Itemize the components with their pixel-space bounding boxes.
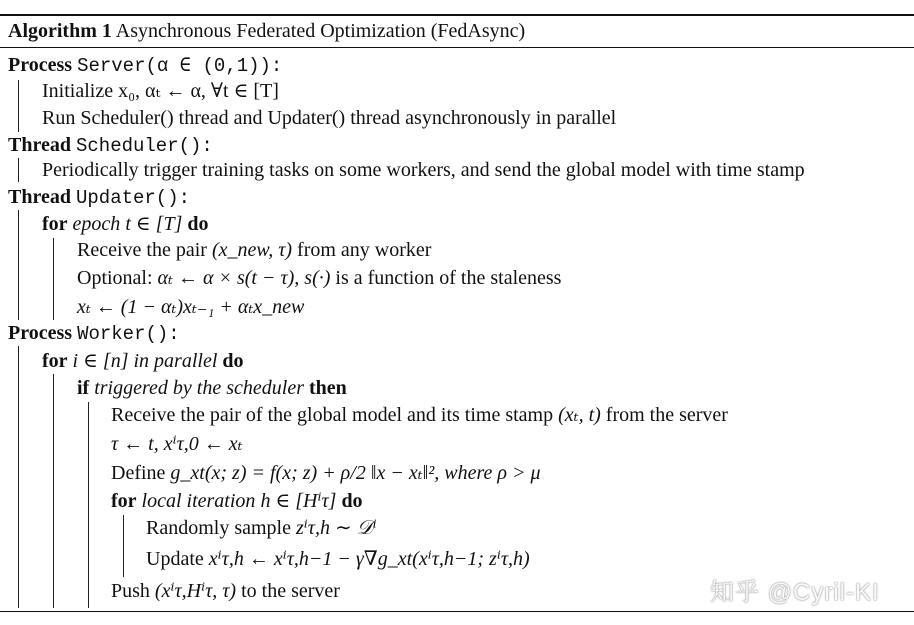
- line-define: [111, 460, 541, 486]
- optional-label: Optional:: [77, 267, 153, 289]
- push-math: (xⁱτ,Hⁱτ, τ): [154, 580, 237, 602]
- scope-bar-updater-for: [53, 238, 54, 320]
- scope-bar-worker: [18, 346, 19, 608]
- line-initialize: [42, 78, 279, 104]
- top-rule: [0, 14, 914, 16]
- line-run-threads: [42, 105, 616, 131]
- keyword-do: do: [187, 213, 209, 235]
- line-periodically: [42, 157, 805, 183]
- keyword-for: for: [111, 490, 137, 512]
- algorithm-header: [8, 18, 525, 44]
- line-randomly-sample: [146, 515, 377, 541]
- keyword-process: Process: [8, 322, 73, 344]
- sample-math: zⁱτ,h ∼ 𝒟ⁱ: [295, 517, 377, 539]
- line-push: [111, 578, 340, 604]
- update-global-math: xₜ ← (1 − αₜ)xₜ₋₁ + αₜx_new: [77, 296, 305, 318]
- watermark-text: 知乎 @Cyril-KI: [710, 579, 880, 606]
- line-if-triggered: [77, 375, 347, 401]
- keyword-then: then: [308, 377, 347, 399]
- line-update-global: [77, 294, 304, 320]
- function-worker: Worker():: [77, 323, 180, 345]
- keyword-process: Process: [8, 54, 73, 76]
- tau-assign-math: τ ← t, xⁱτ,0 ← xₜ: [111, 433, 243, 455]
- function-server: Server(α ∈ (0,1)):: [77, 55, 283, 77]
- receive-global-text: Receive the pair of the global model and its time stamp: [111, 404, 554, 426]
- update-label: Update: [146, 548, 204, 570]
- algorithm-label: Algorithm 1: [8, 20, 112, 42]
- line-for-local: [111, 488, 363, 514]
- worker-math: i ∈ [n]: [72, 350, 129, 372]
- keyword-for: for: [42, 350, 68, 372]
- scope-bar-local-for: [123, 515, 124, 577]
- line-for-epoch: [42, 211, 209, 237]
- keyword-do: do: [222, 350, 244, 372]
- define-math: g_xt(x; z) = f(x; z) + ρ/2 ‖x − xₜ‖²: [170, 462, 435, 484]
- sample-label: Randomly sample: [146, 517, 291, 539]
- function-updater: Updater():: [75, 187, 191, 209]
- scope-bar-updater: [18, 210, 19, 320]
- receive-tail: from any worker: [297, 239, 432, 261]
- line-process-server: [8, 52, 282, 79]
- run-threads-text: Run Scheduler() thread and Updater() thread asynchronously in parallel: [42, 107, 617, 129]
- scope-bar-worker-for: [53, 374, 54, 608]
- push-label: Push: [111, 580, 150, 602]
- in-parallel-text: in parallel: [133, 350, 218, 372]
- line-optional: [77, 265, 561, 291]
- line-receive-global: [111, 402, 728, 428]
- keyword-thread: Thread: [8, 186, 71, 208]
- line-thread-updater: [8, 184, 190, 211]
- periodically-text: Periodically trigger training tasks on some workers, and send the global model with time stamp: [42, 159, 805, 181]
- define-tail: , where ρ > μ: [434, 462, 541, 484]
- initialize-text: Initialize x₀, αₜ ← α, ∀t ∈ [T]: [42, 80, 279, 102]
- keyword-do: do: [341, 490, 363, 512]
- receive-global-math: (xₜ, t): [558, 404, 601, 426]
- line-receive-pair: [77, 237, 431, 263]
- algorithm-title: Asynchronous Federated Optimization (FedAsync): [115, 20, 526, 42]
- push-tail: to the server: [241, 580, 340, 602]
- receive-global-tail: from the server: [605, 404, 728, 426]
- scope-bar-scheduler: [18, 158, 19, 182]
- local-iteration-math: h ∈ [Hⁱτ]: [260, 490, 337, 512]
- define-label: Define: [111, 462, 166, 484]
- header-rule: [0, 47, 914, 48]
- epoch-math: t ∈ [T]: [125, 213, 183, 235]
- local-iteration-text: local iteration: [141, 490, 256, 512]
- update-local-math: xⁱτ,h ← xⁱτ,h−1 − γ∇g_xt(xⁱτ,h−1; zⁱτ,h): [208, 548, 530, 570]
- keyword-thread: Thread: [8, 134, 71, 156]
- keyword-for: for: [42, 213, 68, 235]
- line-update-local: [146, 546, 530, 572]
- line-thread-scheduler: [8, 132, 213, 159]
- line-for-worker: [42, 348, 244, 374]
- line-process-worker: [8, 320, 180, 347]
- function-scheduler: Scheduler():: [75, 135, 213, 157]
- keyword-if: if: [77, 377, 90, 399]
- optional-tail: is a function of the staleness: [335, 267, 562, 289]
- bottom-rule: [0, 611, 914, 612]
- epoch-text: epoch: [72, 213, 121, 235]
- triggered-text: triggered by the scheduler: [94, 377, 304, 399]
- optional-math: αₜ ← α × s(t − τ), s(·): [157, 267, 331, 289]
- scope-bar-server: [18, 80, 19, 132]
- receive-math: (x_new, τ): [211, 239, 293, 261]
- scope-bar-worker-if: [88, 402, 89, 608]
- receive-text: Receive the pair: [77, 239, 207, 261]
- line-tau-assign: [111, 431, 243, 457]
